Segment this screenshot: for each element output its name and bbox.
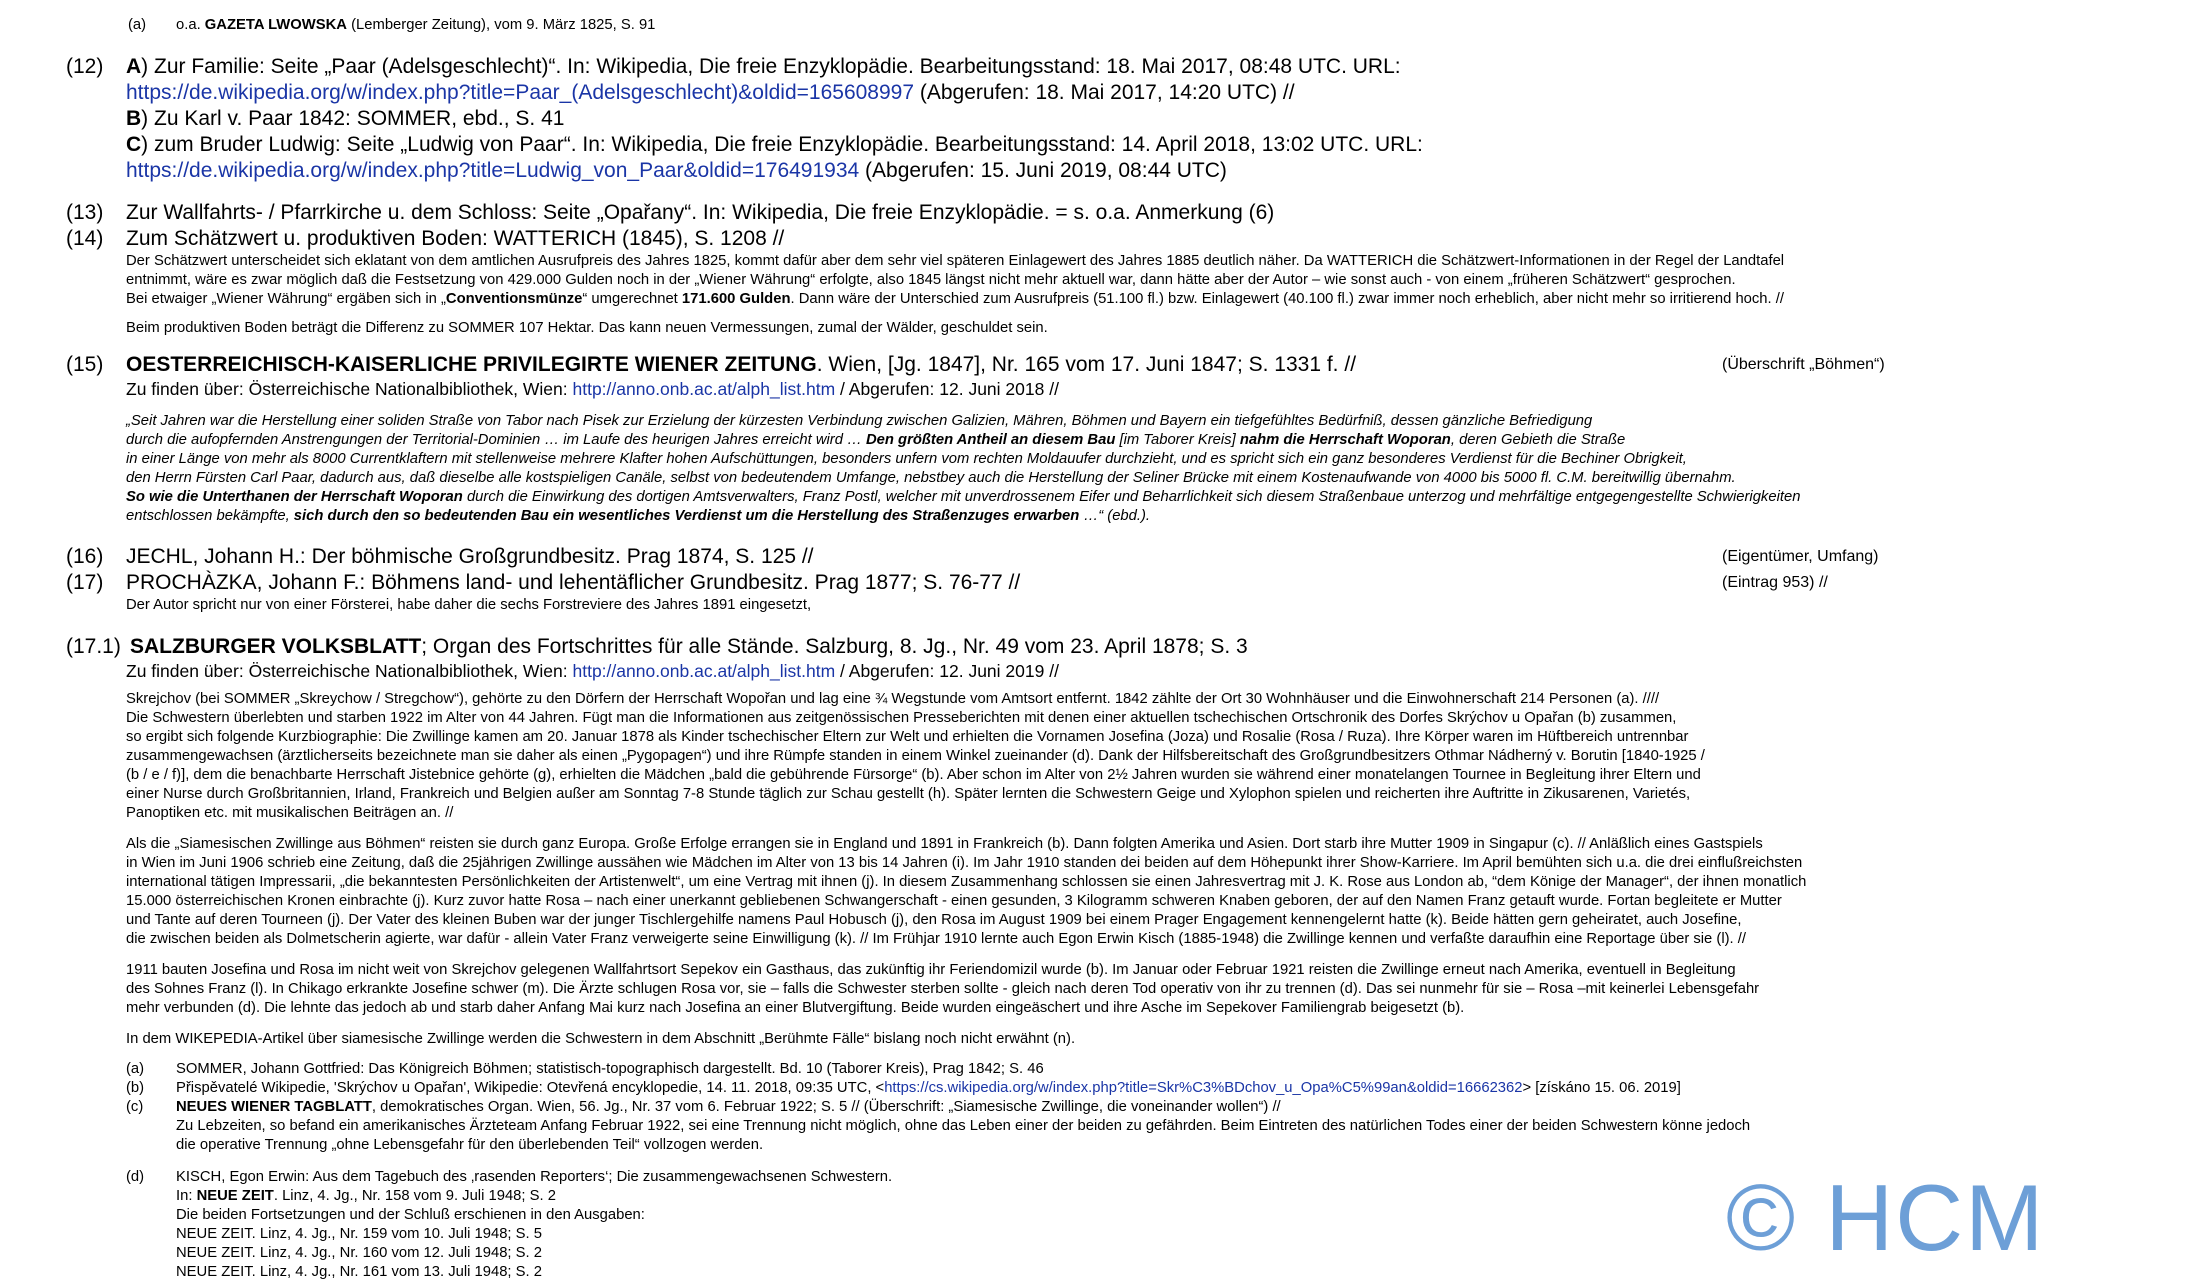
quote-line: durch die aufopfernden Anstrengungen der Territorial-Dominien … im Laufe des heurigen Jahres erreicht wird … Den größten Antheil an diesem Bau [im Taborer Kreis] nahm die Herrschaft Woporan, deren Gebieth die Straße	[126, 432, 1626, 448]
paragraph-line: (b / e / f)], dem die benachbarte Herrschaft Jistebnice gehörte (g), erhielten die Mädchen „bald die gebührende Fürsorge“ (b). Aber schon im Alter von 2½ Jahren wurden sie während einer monatelangen Tournee in Begleitung ihrer Eltern und	[126, 767, 1701, 783]
ref-number: (17.1)	[66, 635, 121, 658]
paragraph-line: einer Nurse durch Großbritannien, Irland, Frankreich und Belgien außer am Sonntag 7-8 Stunde täglich zur Schau gestellt (h). Später lernten die Schwestern Geige und Xylophon spielen und reicherten ihre Auftritte in Zikusarenen, Varietés,	[126, 786, 1691, 802]
ref-number: (15)	[66, 353, 104, 376]
paragraph-line: die zwischen beiden als Dolmetscherin agierte, war dafür - allein Vater Franz verweigerte seine Einwilligung (k). // Im Frühjar 1910 lernte auch Egon Erwin Kisch (1885-1948) die Zwillinge kennen und verfaßte daraufhin eine Reportage über sie (l). //	[126, 931, 1746, 947]
cs-wikipedia-link[interactable]: https://cs.wikipedia.org/w/index.php?title=Skr%C3%BDchov_u_Opa%C5%99an&oldid=16662362	[884, 1080, 1523, 1096]
footnote-text: die operative Trennung „ohne Lebensgefahr für den überlebenden Teil“ vollzogen werden.	[176, 1137, 764, 1153]
ref-label: (a)	[128, 17, 147, 33]
ref-13-text: Zur Wallfahrts- / Pfarrkirche u. dem Schloss: Seite „Opařany“. In: Wikipedia, Die freie Enzyklopädie. = s. o.a. Anmerkung (6)	[126, 201, 1275, 224]
footnote-label: (c)	[126, 1099, 144, 1115]
quote-line: entschlossen bekämpfte, sich durch den so bedeutenden Bau ein wesentliches Verdienst um die Herstellung des Straßenzuges erwarben …“ (ebd.).	[126, 508, 1151, 524]
footnote-text: SOMMER, Johann Gottfried: Das Königreich Böhmen; statistisch-topographisch dargestellt. Bd. 10 (Taborer Kreis), Prag 1842; S. 46	[176, 1061, 1044, 1077]
quote-line: den Herrn Fürsten Carl Paar, dadurch aus, daß dieselbe alle kostspieligen Canäle, selbst von bedeutendem Umfange, nebstbey auch die Herstellung der Seliner Brücke mit einem Kostenaufwande von 4000 bis 5000 fl. C.M. bereitwillig übernahm.	[126, 470, 1736, 486]
paragraph-line: In dem WIKEPEDIA-Artikel über siamesische Zwillinge werden die Schwestern in dem Abschnitt „Berühmte Fälle“ bislang noch nicht erwähnt (n).	[126, 1031, 1076, 1047]
footnote-text: NEUE ZEIT. Linz, 4. Jg., Nr. 161 vom 13. Juli 1948; S. 2	[176, 1264, 542, 1280]
ref-number: (12)	[66, 55, 104, 78]
ref-17-text: PROCHÀZKA, Johann F.: Böhmens land- und lehentäflicher Grundbesitz. Prag 1877; S. 76-77 //	[126, 571, 1021, 594]
ref-number: (16)	[66, 545, 104, 568]
footnote-text: Die beiden Fortsetzungen und der Schluß erschienen in den Ausgaben:	[176, 1207, 645, 1223]
paragraph-line: Als die „Siamesischen Zwillinge aus Böhmen“ reisten sie durch ganz Europa. Große Erfolge errangen sie in England und 1891 in Frankreich (b). Dann folgten Amerika und Asien. Dort starb ihre Mutter 1909 in Singapur (c). // Anläßlich eines Gastspiels	[126, 836, 1763, 852]
ref-12-c: C) zum Bruder Ludwig: Seite „Ludwig von Paar“. In: Wikipedia, Die freie Enzyklopädie. Bearbeitungsstand: 14. April 2018, 13:02 UTC. URL:	[126, 133, 1423, 156]
ref-12-c-url: https://de.wikipedia.org/w/index.php?title=Ludwig_von_Paar&oldid=176491934 (Abgerufen: 15. Juni 2019, 08:44 UTC)	[126, 159, 1227, 182]
paragraph-line: des Sohnes Franz (l). In Chikago erkrankte Josefine schwer (m). Die Ärzte schlugen Rosa vor, sie – falls die Schwester sterben sollte - gleich nach deren Tod operativ von ihr zu trennen (d). Das sei nunmehr für sie – Rosa –mit keinerlei Lebensgefahr	[126, 981, 1760, 997]
wikipedia-link[interactable]: https://de.wikipedia.org/w/index.php?title=Paar_(Adelsgeschlecht)&oldid=165608997	[126, 81, 915, 104]
ref-12-a: A) Zur Familie: Seite „Paar (Adelsgeschlecht)“. In: Wikipedia, Die freie Enzyklopädie. Bearbeitungsstand: 18. Mai 2017, 08:48 UTC. URL:	[126, 55, 1401, 78]
ref-number: (13)	[66, 201, 104, 224]
quote-line: „Seit Jahren war die Herstellung einer soliden Straße von Tabor nach Pisek zur Erzielung der kürzesten Verbindung zwischen Galizien, Mähren, Böhmen und Bayern ein tiefgefühltes Bedürfniß, dessen gänzliche Befriedigung	[126, 413, 1593, 429]
ref-12-b: B) Zu Karl v. Paar 1842: SOMMER, ebd., S. 41	[126, 107, 565, 130]
anno-link[interactable]: http://anno.onb.ac.at/alph_list.htm	[572, 379, 836, 399]
paragraph-line: Panoptiken etc. mit musikalischen Beiträgen an. //	[126, 805, 454, 821]
paragraph-line: so ergibt sich folgende Kurzbiographie: Die Zwillinge kamen am 20. Januar 1878 als Kinder tschechischer Eltern zur Welt und erhielten die Vornamen Josefina (Joza) und Rosalie (Rosa / Ruza). Ihre Körper waren im Hüftbereich untrennbar	[126, 729, 1689, 745]
ref-side-note: (Eintrag 953) //	[1722, 574, 1828, 591]
ref-171-text: SALZBURGER VOLKSBLATT; Organ des Fortschrittes für alle Stände. Salzburg, 8. Jg., Nr. 49 vom 23. April 1878; S. 3	[130, 635, 1248, 658]
footnote-text: NEUES WIENER TAGBLATT, demokratisches Organ. Wien, 56. Jg., Nr. 37 vom 6. Februar 1922; S. 5 // (Überschrift: „Siamesische Zwillinge, die voneinander wollen“) //	[176, 1099, 1281, 1115]
ref-side-note: (Eigentümer, Umfang)	[1722, 548, 1879, 565]
paragraph-line: in Wien im Juni 1906 schrieb eine Zeitung, daß die 25jährigen Zwillinge aussähen wie Mädchen im Alter von 13 bis 14 Jahren (i). Im Jahr 1910 standen dei beiden auf dem Höhepunkt ihrer Show-Karriere. Im April bemühten sich u.a. die drei einflußreichsten	[126, 855, 1803, 871]
ref-text: o.a. GAZETA LWOWSKA (Lemberger Zeitung), vom 9. März 1825, S. 91	[176, 17, 656, 33]
paragraph-line: und Tante auf deren Tourneen (j). Der Vater des kleinen Buben war der junger Tischlergehilfe namens Paul Hobusch (j), den Rosa im August 1909 bei einem Prager Engagement kennengelernt hatte (k). Beide hätten gern geheiratet, auch Josefine,	[126, 912, 1742, 928]
paragraph-line: Die Schwestern überlebten und starben 1922 im Alter von 44 Jahren. Fügt man die Informationen aus zeitgenössischen Presseberichten mit denen einer aktuellen tschechischen Ortschronik des Dorfes Skrýchov u Opařan (b) zusammen,	[126, 710, 1677, 726]
paragraph-line: Der Schätzwert unterscheidet sich eklatant von dem amtlichen Ausrufpreis des Jahres 1825, kommt dafür aber dem sehr viel späteren Einlagewert des Jahres 1885 deutlich näher. Da WATTERICH die Schätzwert-Informationen in der Regel der Landtafel	[126, 253, 1785, 269]
ref-171-source: Zu finden über: Österreichische Nationalbibliothek, Wien: http://anno.onb.ac.at/alph_list.htm / Abgerufen: 12. Juni 2019 //	[126, 661, 1059, 681]
ref-15-source: Zu finden über: Österreichische Nationalbibliothek, Wien: http://anno.onb.ac.at/alph_list.htm / Abgerufen: 12. Juni 2018 //	[126, 379, 1059, 399]
paragraph-line: Beim produktiven Boden beträgt die Differenz zu SOMMER 107 Hektar. Das kann neuen Vermessungen, zumal der Wälder, geschuldet sein.	[126, 320, 1048, 336]
wikipedia-link[interactable]: https://de.wikipedia.org/w/index.php?title=Ludwig_von_Paar&oldid=176491934	[126, 159, 860, 182]
ref-14-text: Zum Schätzwert u. produktiven Boden: WATTERICH (1845), S. 1208 //	[126, 227, 785, 250]
anno-link[interactable]: http://anno.onb.ac.at/alph_list.htm	[572, 661, 836, 681]
footnote-text: NEUE ZEIT. Linz, 4. Jg., Nr. 160 vom 12. Juli 1948; S. 2	[176, 1245, 542, 1261]
paragraph-line: mehr verbunden (d). Die lehnte das jedoch ab und starb daher Anfang Mai kurz nach Josefina an einer Blutvergiftung. Beide wurden eingeäschert und ihre Asche im Sepekover Familiengrab beigesetzt (b).	[126, 1000, 1465, 1016]
paragraph-line: Skrejchov (bei SOMMER „Skreychow / Stregchow“), gehörte zu den Dörfern der Herrschaft Wopořan und lag eine ¾ Wegstunde vom Amtsort entfernt. 1842 zählte der Ort 30 Wohnhäuser und die Einwohnerschaft 214 Personen (a). ////	[126, 691, 1660, 707]
paragraph-line: 1911 bauten Josefina und Rosa im nicht weit von Skrejchov gelegenen Wallfahrtsort Sepekov ein Gasthaus, das zukünftig ihr Feriendomizil wurde (b). Im Januar oder Februar 1921 reisten die Zwillinge erneut nach Amerika, eventuell in Begleitung	[126, 962, 1736, 978]
paragraph-line: international tätigen Impressarii, „die bekanntesten Persönlichkeiten der Artistenwelt“, um eine Vertrag mit ihnen (j). In diesem Zusammenhang schlossen sie einen Jahresvertrag mit J. K. Rose aus London ab, “dem Könige der Manager“, der ihnen monatlich	[126, 874, 1807, 890]
quote-line: in einer Länge von mehr als 8000 Currentklaftern mit stellenweise mehrere Klafter hohen Aufschüttungen, besonders unfern vom rechten Moldauufer durchzieht, und es spricht sich ein ganz besonderes Verdienst für die Bechiner Obrigkeit,	[126, 451, 1687, 467]
quote-line: So wie die Unterthanen der Herrschaft Woporan durch die Einwirkung des dortigen Amtsverwalters, Franz Postl, welcher mit unverdrossenem Eifer und Beharrlichkeit sich diesem Straßenbaue unterzog und mehrfältige entgegengestellte Schwierigkeiten	[126, 489, 1801, 505]
ref-number: (17)	[66, 571, 104, 594]
ref-side-note: (Überschrift „Böhmen“)	[1722, 356, 1885, 373]
copyright-watermark: © HCM	[1726, 1165, 2046, 1270]
paragraph-line: 15.000 österreichischen Kronen einbrachte (j). Kurz zuvor hatte Rosa – nach einer unerkannt gebliebenen Schwangerschaft - einen gesunden, 3 Kilogramm schweren Knaben geboren, der auf den Namen Franz getauft wurde. Fortan begleitete er Mutter	[126, 893, 1782, 909]
footnote-text: NEUE ZEIT. Linz, 4. Jg., Nr. 159 vom 10. Juli 1948; S. 5	[176, 1226, 542, 1242]
footnote-label: (d)	[126, 1169, 145, 1185]
paragraph-line: Bei etwaiger „Wiener Währung“ ergäben sich in „Conventionsmünze“ umgerechnet 171.600 Gulden. Dann wäre der Unterschied zum Ausrufpreis (51.100 fl.) bzw. Einlagewert (40.100 fl.) zwar immer noch erheblich, aber nicht mehr so irritierend hoch. //	[126, 291, 1784, 307]
footnote-label: (a)	[126, 1061, 145, 1077]
footnote-text: Přispěvatelé Wikipedie, 'Skrýchov u Opařan', Wikipedie: Otevřená encyklopedie, 14. 11. 2018, 09:35 UTC, <https://cs.wikipedia.org/w/index.php?title=Skr%C3%BDchov_u_Opa%C5%99an&oldid=16662362> [získáno 15. 06. 2019]	[176, 1080, 1681, 1096]
ref-15-text: OESTERREICHISCH-KAISERLICHE PRIVILEGIRTE WIENER ZEITUNG. Wien, [Jg. 1847], Nr. 165 vom 17. Juni 1847; S. 1331 f. //	[126, 353, 1357, 376]
ref-number: (14)	[66, 227, 104, 250]
ref-12-a-url: https://de.wikipedia.org/w/index.php?title=Paar_(Adelsgeschlecht)&oldid=165608997 (Abgerufen: 18. Mai 2017, 14:20 UTC) //	[126, 81, 1295, 104]
paragraph-line: entnimmt, wäre es zwar möglich daß die Festsetzung von 429.000 Gulden noch in der „Wiener Währung“ erfolgte, also 1845 längst nicht mehr aktuell war, dann hätte aber der Autor – wie sonst auch - von einem „früheren Schätzwert“ gesprochen.	[126, 272, 1736, 288]
footnote-text: In: NEUE ZEIT. Linz, 4. Jg., Nr. 158 vom 9. Juli 1948; S. 2	[176, 1188, 556, 1204]
paragraph-line: zusammengewachsen (ärztlicherseits bezeichnete man sie daher als einen „Pygopagen“) und ihre Rümpfe standen in einem Winkel zueinander (d). Dank der Hilfsbereitschaft des Großgrundbesitzers Othmar Nádherný v. Borutin [1840-1925 /	[126, 748, 1705, 764]
footnote-label: (b)	[126, 1080, 145, 1096]
footnote-text: KISCH, Egon Erwin: Aus dem Tagebuch des ‚rasenden Reporters‘; Die zusammengewachsenen Schwestern.	[176, 1169, 893, 1185]
ref-16-text: JECHL, Johann H.: Der böhmische Großgrundbesitz. Prag 1874, S. 125 //	[126, 545, 814, 568]
paragraph-line: Der Autor spricht nur von einer Försterei, habe daher die sechs Forstreviere des Jahres 1891 eingesetzt,	[126, 597, 812, 613]
footnote-text: Zu Lebzeiten, so befand ein amerikanisches Ärzteteam Anfang Februar 1922, sei eine Trennung nicht möglich, ohne das Leben einer der beiden zu gefährden. Beim Eintreten des natürlichen Todes einer der beiden Schwestern könne jedoch	[176, 1118, 1751, 1134]
